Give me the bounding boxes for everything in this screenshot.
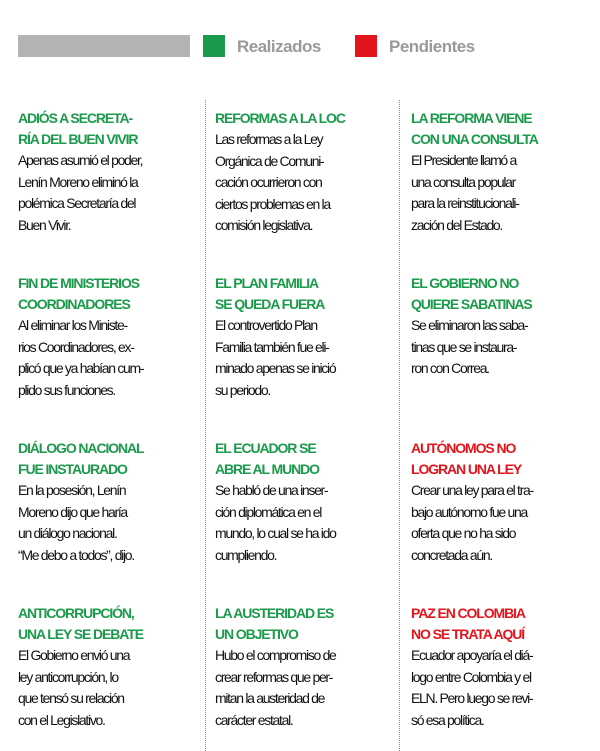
promise-item (215, 438, 397, 566)
legend-pending-label: Pendientes (389, 37, 475, 56)
promise-item (215, 603, 397, 731)
promise-title: LA REFORMA VIENE CON UNA CONSULTA (411, 110, 538, 147)
promise-item (411, 108, 593, 236)
promise-item (18, 108, 200, 236)
promise-item (18, 273, 200, 401)
promise-title: EL PLAN FAMILIA SE QUEDA FUERA (215, 275, 325, 312)
promise-text: El Presidente llamó a una consulta popular para la reinstitucionali- zación del Estado. (411, 152, 519, 233)
legend-done-swatch (203, 35, 225, 57)
promise-item (411, 273, 593, 380)
promise-text: Las reformas a la Ley Orgánica de Comuni- cación ocurrieron con ciertos problemas en la comisión legislativa. (215, 131, 330, 233)
promise-text: Apenas asumió el poder, Lenín Moreno eliminó la polémica Secretaría del Buen Vivir. (18, 152, 143, 233)
promise-title: PAZ EN COLOMBIA NO SE TRATA AQUÍ (411, 605, 525, 642)
promise-title: ANTICORRUPCIÓN, UNA LEY SE DEBATE (18, 605, 143, 642)
legend-pending-swatch (355, 35, 377, 57)
column-divider (399, 100, 400, 751)
promise-item (215, 108, 397, 237)
promise-item (215, 273, 397, 401)
promise-title: FIN DE MINISTERIOS COORDINADORES (18, 275, 139, 312)
promise-text: En la posesión, Lenín Moreno dijo que haría un diálogo nacional. “Me debo a todos”, dijo. (18, 482, 134, 563)
legend (0, 0, 600, 80)
promise-title: EL ECUADOR SE ABRE AL MUNDO (215, 440, 319, 477)
promise-text: Se eliminaron las saba- tinas que se instaura- ron con Correa. (411, 317, 528, 376)
promise-title: LA AUSTERIDAD ES UN OBJETIVO (215, 605, 334, 642)
legend-done-label: Realizados (237, 37, 321, 56)
promise-text: Crear una ley para el tra- bajo autónomo fue una oferta que no ha sido concretada aún. (411, 482, 533, 563)
promise-title: EL GOBIERNO NO QUIERE SABATINAS (411, 275, 532, 312)
promise-title: ADIÓS A SECRETA- RÍA DEL BUEN VIVIR (18, 110, 138, 147)
promise-title: AUTÓNOMOS NO LOGRAN UNA LEY (411, 440, 522, 477)
legend-gray-bar (18, 35, 190, 57)
promises-grid (0, 100, 600, 751)
promise-item (411, 603, 593, 731)
promise-text: Hubo el compromiso de crear reformas que per- mitan la austeridad de carácter estatal. (215, 647, 336, 728)
promise-item (411, 438, 593, 566)
promise-title: REFORMAS A LA LOC (215, 110, 345, 126)
promise-text: Al eliminar los Ministe- rios Coordinadores, ex- plicó que ya habían cum- plido sus funciones. (18, 317, 144, 398)
promise-text: El Gobierno envió una ley anticorrupción, lo que tensó su relación con el Legislativo. (18, 647, 130, 728)
promise-item (18, 603, 200, 731)
promise-text: Ecuador apoyaría el diá- logo entre Colombia y el ELN. Pero luego se revi- só esa política. (411, 647, 533, 728)
promise-item (18, 438, 200, 566)
promise-title: DIÁLOGO NACIONAL FUE INSTAURADO (18, 440, 144, 477)
promise-text: El controvertido Plan Familia también fue eli- minado apenas se inició su periodo. (215, 317, 336, 398)
column-divider (205, 100, 206, 751)
promise-text: Se habló de una inser- ción diplomática en el mundo, lo cual se ha ido cumpliendo. (215, 482, 336, 563)
